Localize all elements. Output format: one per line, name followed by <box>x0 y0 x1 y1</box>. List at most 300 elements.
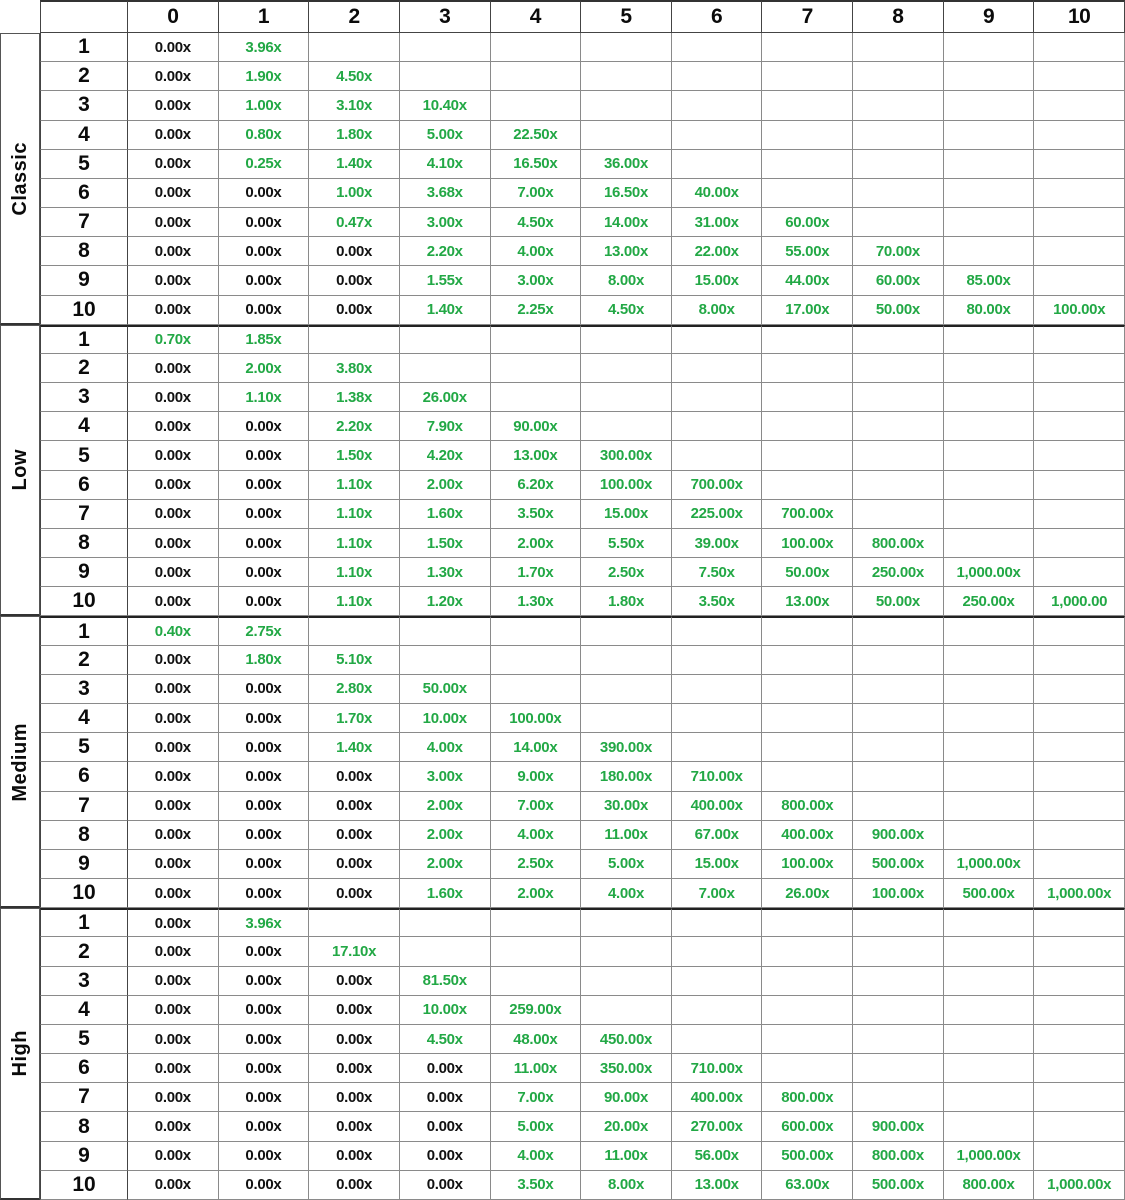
multiplier-cell: 1,000.00x <box>1034 1171 1125 1200</box>
multiplier-cell <box>581 121 672 150</box>
multiplier-cell: 0.00x <box>219 208 310 237</box>
multiplier-cell: 0.00x <box>128 471 219 500</box>
multiplier-cell: 8.00x <box>581 266 672 295</box>
multiplier-cell: 710.00x <box>672 1054 763 1083</box>
multiplier-cell: 10.00x <box>400 704 491 733</box>
multiplier-cell <box>762 762 853 791</box>
multiplier-cell: 13.00x <box>672 1171 763 1200</box>
multiplier-cell: 0.25x <box>219 150 310 179</box>
multiplier-cell: 700.00x <box>672 471 763 500</box>
multiplier-cell <box>1034 967 1125 996</box>
multiplier-cell <box>853 792 944 821</box>
multiplier-cell: 0.00x <box>128 179 219 208</box>
multiplier-cell <box>581 91 672 120</box>
multiplier-cell <box>400 908 491 937</box>
multiplier-cell <box>853 937 944 966</box>
row-header: 3 <box>40 967 128 996</box>
multiplier-cell <box>491 646 582 675</box>
multiplier-cell: 2.00x <box>219 354 310 383</box>
multiplier-cell: 225.00x <box>672 500 763 529</box>
multiplier-cell <box>1034 762 1125 791</box>
section-label-text: Classic <box>8 141 31 216</box>
multiplier-cell <box>944 33 1035 62</box>
multiplier-cell <box>1034 412 1125 441</box>
multiplier-cell: 15.00x <box>672 266 763 295</box>
multiplier-cell <box>853 967 944 996</box>
multiplier-cell: 400.00x <box>672 792 763 821</box>
multiplier-cell: 0.00x <box>128 762 219 791</box>
multiplier-cell: 1.30x <box>491 587 582 616</box>
multiplier-cell <box>944 325 1035 354</box>
multiplier-cell <box>400 325 491 354</box>
multiplier-cell: 67.00x <box>672 821 763 850</box>
multiplier-cell: 0.00x <box>128 879 219 908</box>
multiplier-cell: 10.00x <box>400 996 491 1025</box>
multiplier-cell: 100.00x <box>762 850 853 879</box>
multiplier-cell <box>1034 850 1125 879</box>
multiplier-cell: 100.00x <box>1034 296 1125 325</box>
row-header: 10 <box>40 587 128 616</box>
multiplier-cell: 1.10x <box>309 529 400 558</box>
multiplier-cell: 1.00x <box>309 179 400 208</box>
multiplier-cell: 50.00x <box>400 675 491 704</box>
multiplier-cell: 2.00x <box>400 792 491 821</box>
multiplier-cell: 2.00x <box>400 850 491 879</box>
multiplier-cell: 5.00x <box>581 850 672 879</box>
multiplier-cell <box>944 441 1035 470</box>
multiplier-cell <box>672 121 763 150</box>
multiplier-cell <box>762 354 853 383</box>
multiplier-cell <box>1034 1025 1125 1054</box>
multiplier-cell <box>944 179 1035 208</box>
multiplier-cell: 900.00x <box>853 821 944 850</box>
multiplier-cell: 5.00x <box>491 1112 582 1141</box>
section-label <box>0 908 40 1200</box>
multiplier-cell <box>944 1112 1035 1141</box>
row-header: 6 <box>40 762 128 791</box>
multiplier-cell: 250.00x <box>944 587 1035 616</box>
multiplier-cell: 250.00x <box>853 558 944 587</box>
multiplier-cell <box>762 471 853 500</box>
multiplier-cell: 0.00x <box>128 675 219 704</box>
row-header: 8 <box>40 1112 128 1141</box>
column-header: 1 <box>219 0 310 33</box>
multiplier-cell: 1.80x <box>309 121 400 150</box>
multiplier-cell: 0.00x <box>219 675 310 704</box>
multiplier-cell: 3.50x <box>672 587 763 616</box>
multiplier-cell: 0.00x <box>128 91 219 120</box>
multiplier-cell <box>1034 500 1125 529</box>
section-label <box>0 33 40 325</box>
multiplier-cell: 1.20x <box>400 587 491 616</box>
multiplier-cell <box>853 208 944 237</box>
multiplier-cell <box>672 33 763 62</box>
multiplier-cell <box>944 208 1035 237</box>
multiplier-cell: 0.00x <box>400 1142 491 1171</box>
multiplier-cell: 0.00x <box>309 967 400 996</box>
multiplier-cell <box>581 62 672 91</box>
multiplier-cell: 0.00x <box>128 1112 219 1141</box>
multiplier-cell: 4.50x <box>309 62 400 91</box>
multiplier-cell <box>944 996 1035 1025</box>
multiplier-cell: 1.10x <box>309 500 400 529</box>
row-header: 8 <box>40 529 128 558</box>
multiplier-cell <box>762 179 853 208</box>
multiplier-cell: 0.00x <box>219 529 310 558</box>
row-header: 10 <box>40 879 128 908</box>
multiplier-cell <box>853 121 944 150</box>
multiplier-cell: 85.00x <box>944 266 1035 295</box>
row-header: 7 <box>40 208 128 237</box>
multiplier-cell: 0.40x <box>128 616 219 645</box>
multiplier-cell: 0.00x <box>128 441 219 470</box>
row-header: 8 <box>40 821 128 850</box>
multiplier-cell <box>944 412 1035 441</box>
multiplier-cell: 450.00x <box>581 1025 672 1054</box>
row-header: 10 <box>40 296 128 325</box>
multiplier-cell: 0.00x <box>400 1171 491 1200</box>
multiplier-cell: 90.00x <box>581 1083 672 1112</box>
multiplier-cell <box>944 792 1035 821</box>
multiplier-cell <box>1034 1054 1125 1083</box>
multiplier-cell <box>853 704 944 733</box>
multiplier-cell: 2.00x <box>400 471 491 500</box>
multiplier-cell <box>944 500 1035 529</box>
multiplier-cell: 3.96x <box>219 33 310 62</box>
multiplier-cell: 3.50x <box>491 1171 582 1200</box>
multiplier-cell: 39.00x <box>672 529 763 558</box>
multiplier-cell: 0.00x <box>128 266 219 295</box>
multiplier-cell: 0.00x <box>128 587 219 616</box>
multiplier-cell: 300.00x <box>581 441 672 470</box>
multiplier-cell <box>1034 441 1125 470</box>
multiplier-cell <box>581 646 672 675</box>
multiplier-cell <box>853 1025 944 1054</box>
multiplier-cell: 0.00x <box>219 792 310 821</box>
multiplier-cell: 0.00x <box>128 850 219 879</box>
multiplier-cell: 13.00x <box>491 441 582 470</box>
section-label-text: Low <box>8 449 31 491</box>
multiplier-cell: 0.00x <box>309 1025 400 1054</box>
multiplier-cell: 63.00x <box>762 1171 853 1200</box>
multiplier-cell <box>1034 616 1125 645</box>
multiplier-cell: 17.00x <box>762 296 853 325</box>
multiplier-cell: 4.00x <box>581 879 672 908</box>
multiplier-cell <box>762 33 853 62</box>
multiplier-cell: 500.00x <box>853 850 944 879</box>
multiplier-cell: 11.00x <box>491 1054 582 1083</box>
multiplier-cell: 1,000.00x <box>944 558 1035 587</box>
multiplier-cell: 1.10x <box>219 383 310 412</box>
multiplier-cell: 0.70x <box>128 325 219 354</box>
multiplier-cell: 7.50x <box>672 558 763 587</box>
multiplier-cell <box>853 150 944 179</box>
multiplier-cell: 0.00x <box>128 150 219 179</box>
multiplier-cell <box>1034 266 1125 295</box>
multiplier-cell: 1.90x <box>219 62 310 91</box>
multiplier-cell <box>491 33 582 62</box>
multiplier-cell: 1.40x <box>309 733 400 762</box>
multiplier-cell: 100.00x <box>853 879 944 908</box>
multiplier-cell: 20.00x <box>581 1112 672 1141</box>
header-corner-cell <box>40 0 128 33</box>
multiplier-cell <box>1034 1083 1125 1112</box>
multiplier-cell: 0.80x <box>219 121 310 150</box>
row-header: 5 <box>40 441 128 470</box>
multiplier-cell: 0.00x <box>309 237 400 266</box>
multiplier-cell <box>853 33 944 62</box>
multiplier-cell: 26.00x <box>400 383 491 412</box>
multiplier-cell <box>762 1025 853 1054</box>
row-header: 3 <box>40 383 128 412</box>
multiplier-cell: 0.00x <box>128 529 219 558</box>
multiplier-cell <box>581 33 672 62</box>
multiplier-cell: 4.00x <box>491 237 582 266</box>
multiplier-cell <box>491 908 582 937</box>
multiplier-cell: 0.00x <box>309 1142 400 1171</box>
multiplier-cell: 600.00x <box>762 1112 853 1141</box>
multiplier-cell <box>672 1025 763 1054</box>
row-header: 6 <box>40 1054 128 1083</box>
multiplier-cell: 50.00x <box>853 587 944 616</box>
multiplier-cell: 48.00x <box>491 1025 582 1054</box>
multiplier-cell <box>309 908 400 937</box>
multiplier-cell: 0.00x <box>219 1171 310 1200</box>
multiplier-cell <box>944 937 1035 966</box>
multiplier-cell <box>853 675 944 704</box>
multiplier-cell <box>853 354 944 383</box>
multiplier-cell: 81.50x <box>400 967 491 996</box>
multiplier-cell: 0.00x <box>219 1025 310 1054</box>
multiplier-cell: 0.00x <box>128 792 219 821</box>
column-header: 0 <box>128 0 219 33</box>
multiplier-cell: 0.00x <box>219 821 310 850</box>
multiplier-cell: 259.00x <box>491 996 582 1025</box>
multiplier-cell <box>581 412 672 441</box>
row-header: 4 <box>40 412 128 441</box>
section-label <box>0 325 40 617</box>
multiplier-cell <box>400 62 491 91</box>
multiplier-cell: 1.80x <box>219 646 310 675</box>
multiplier-cell <box>853 62 944 91</box>
multiplier-cell: 800.00x <box>762 1083 853 1112</box>
multiplier-cell <box>762 646 853 675</box>
multiplier-cell: 1.70x <box>309 704 400 733</box>
multiplier-cell <box>1034 733 1125 762</box>
multiplier-cell: 800.00x <box>853 1142 944 1171</box>
row-header: 9 <box>40 850 128 879</box>
multiplier-cell: 40.00x <box>672 179 763 208</box>
multiplier-cell <box>672 704 763 733</box>
row-header: 9 <box>40 1142 128 1171</box>
multiplier-cell: 1,000.00x <box>944 1142 1035 1171</box>
multiplier-cell <box>762 937 853 966</box>
multiplier-cell: 80.00x <box>944 296 1035 325</box>
multiplier-cell: 0.00x <box>309 1054 400 1083</box>
multiplier-cell <box>672 150 763 179</box>
multiplier-cell <box>400 354 491 383</box>
multiplier-cell: 0.00x <box>400 1112 491 1141</box>
multiplier-cell: 0.00x <box>219 237 310 266</box>
multiplier-cell: 0.00x <box>128 558 219 587</box>
multiplier-cell <box>944 471 1035 500</box>
multiplier-cell <box>491 354 582 383</box>
multiplier-cell <box>944 383 1035 412</box>
row-header: 4 <box>40 704 128 733</box>
multiplier-cell: 0.00x <box>128 821 219 850</box>
row-header: 8 <box>40 237 128 266</box>
row-header: 6 <box>40 471 128 500</box>
multiplier-cell: 800.00x <box>944 1171 1035 1200</box>
multiplier-cell <box>1034 1112 1125 1141</box>
multiplier-cell: 0.00x <box>128 733 219 762</box>
multiplier-cell: 22.50x <box>491 121 582 150</box>
row-header: 5 <box>40 1025 128 1054</box>
multiplier-cell <box>944 62 1035 91</box>
multiplier-cell: 0.00x <box>128 354 219 383</box>
multiplier-cell <box>491 91 582 120</box>
multiplier-cell <box>400 33 491 62</box>
column-header: 2 <box>309 0 400 33</box>
multiplier-cell: 30.00x <box>581 792 672 821</box>
multiplier-cell: 0.00x <box>219 296 310 325</box>
row-header: 1 <box>40 325 128 354</box>
multiplier-cell: 4.50x <box>400 1025 491 1054</box>
multiplier-cell: 3.80x <box>309 354 400 383</box>
multiplier-cell <box>853 91 944 120</box>
multiplier-cell: 17.10x <box>309 937 400 966</box>
multiplier-cell <box>1034 91 1125 120</box>
multiplier-cell <box>672 733 763 762</box>
multiplier-cell <box>1034 1142 1125 1171</box>
multiplier-cell <box>762 675 853 704</box>
multiplier-cell: 22.00x <box>672 237 763 266</box>
multiplier-cell: 2.20x <box>400 237 491 266</box>
multiplier-cell: 0.00x <box>219 733 310 762</box>
column-header: 7 <box>762 0 853 33</box>
multiplier-cell: 100.00x <box>762 529 853 558</box>
multiplier-cell <box>491 675 582 704</box>
multiplier-cell <box>1034 179 1125 208</box>
multiplier-cell <box>762 704 853 733</box>
multiplier-cell <box>1034 675 1125 704</box>
multiplier-cell <box>944 733 1035 762</box>
multiplier-cell <box>762 325 853 354</box>
multiplier-cell: 0.00x <box>128 33 219 62</box>
multiplier-cell: 180.00x <box>581 762 672 791</box>
multiplier-cell: 0.00x <box>309 821 400 850</box>
multiplier-cell: 0.00x <box>128 1171 219 1200</box>
multiplier-cell <box>762 1054 853 1083</box>
multiplier-cell: 400.00x <box>672 1083 763 1112</box>
multiplier-cell <box>762 733 853 762</box>
multiplier-cell <box>581 996 672 1025</box>
multiplier-cell <box>581 908 672 937</box>
multiplier-cell <box>853 733 944 762</box>
multiplier-cell: 1.50x <box>400 529 491 558</box>
multiplier-cell: 10.40x <box>400 91 491 120</box>
multiplier-cell: 0.00x <box>309 266 400 295</box>
multiplier-cell: 0.00x <box>128 937 219 966</box>
row-header: 2 <box>40 354 128 383</box>
multiplier-cell: 0.00x <box>128 1025 219 1054</box>
multiplier-cell: 1.00x <box>219 91 310 120</box>
multiplier-cell <box>944 150 1035 179</box>
multiplier-cell: 7.00x <box>491 179 582 208</box>
multiplier-cell <box>944 237 1035 266</box>
multiplier-cell: 3.00x <box>400 762 491 791</box>
multiplier-cell: 900.00x <box>853 1112 944 1141</box>
multiplier-cell: 2.50x <box>581 558 672 587</box>
multiplier-cell: 0.00x <box>128 1083 219 1112</box>
multiplier-cell <box>672 412 763 441</box>
multiplier-cell <box>1034 996 1125 1025</box>
multiplier-cell: 0.00x <box>128 996 219 1025</box>
multiplier-cell: 2.20x <box>309 412 400 441</box>
multiplier-cell <box>491 383 582 412</box>
multiplier-cell <box>762 62 853 91</box>
multiplier-cell: 0.00x <box>219 1083 310 1112</box>
multiplier-cell: 7.90x <box>400 412 491 441</box>
multiplier-cell <box>581 675 672 704</box>
multiplier-cell <box>944 1054 1035 1083</box>
multiplier-cell: 0.00x <box>128 646 219 675</box>
multiplier-cell <box>762 908 853 937</box>
multiplier-cell: 3.10x <box>309 91 400 120</box>
row-header: 1 <box>40 616 128 645</box>
row-header: 6 <box>40 179 128 208</box>
multiplier-cell: 0.00x <box>219 266 310 295</box>
multiplier-cell: 8.00x <box>672 296 763 325</box>
multiplier-cell: 710.00x <box>672 762 763 791</box>
row-header: 3 <box>40 675 128 704</box>
multiplier-cell <box>944 616 1035 645</box>
multiplier-cell: 13.00x <box>581 237 672 266</box>
multiplier-cell: 90.00x <box>491 412 582 441</box>
multiplier-cell <box>944 967 1035 996</box>
multiplier-cell: 16.50x <box>581 179 672 208</box>
multiplier-cell <box>309 33 400 62</box>
multiplier-cell <box>1034 471 1125 500</box>
multiplier-cell <box>853 616 944 645</box>
multiplier-cell <box>1034 208 1125 237</box>
multiplier-cell <box>853 441 944 470</box>
multiplier-cell <box>1034 325 1125 354</box>
multiplier-cell <box>1034 937 1125 966</box>
multiplier-cell: 270.00x <box>672 1112 763 1141</box>
multiplier-cell: 0.00x <box>219 471 310 500</box>
multiplier-cell <box>672 967 763 996</box>
multiplier-cell: 1.10x <box>309 471 400 500</box>
multiplier-cell <box>853 325 944 354</box>
multiplier-cell <box>672 937 763 966</box>
multiplier-cell <box>944 354 1035 383</box>
multiplier-cell <box>853 762 944 791</box>
multiplier-cell: 0.00x <box>128 1142 219 1171</box>
multiplier-cell <box>1034 646 1125 675</box>
multiplier-cell: 1.10x <box>309 587 400 616</box>
multiplier-cell <box>581 354 672 383</box>
multiplier-cell: 0.00x <box>128 62 219 91</box>
column-header: 8 <box>853 0 944 33</box>
multiplier-cell: 0.00x <box>128 908 219 937</box>
multiplier-cell: 0.00x <box>219 587 310 616</box>
multiplier-cell <box>400 937 491 966</box>
multiplier-cell: 1.10x <box>309 558 400 587</box>
multiplier-cell <box>853 383 944 412</box>
multiplier-cell: 0.47x <box>309 208 400 237</box>
multiplier-cell: 0.00x <box>219 1112 310 1141</box>
